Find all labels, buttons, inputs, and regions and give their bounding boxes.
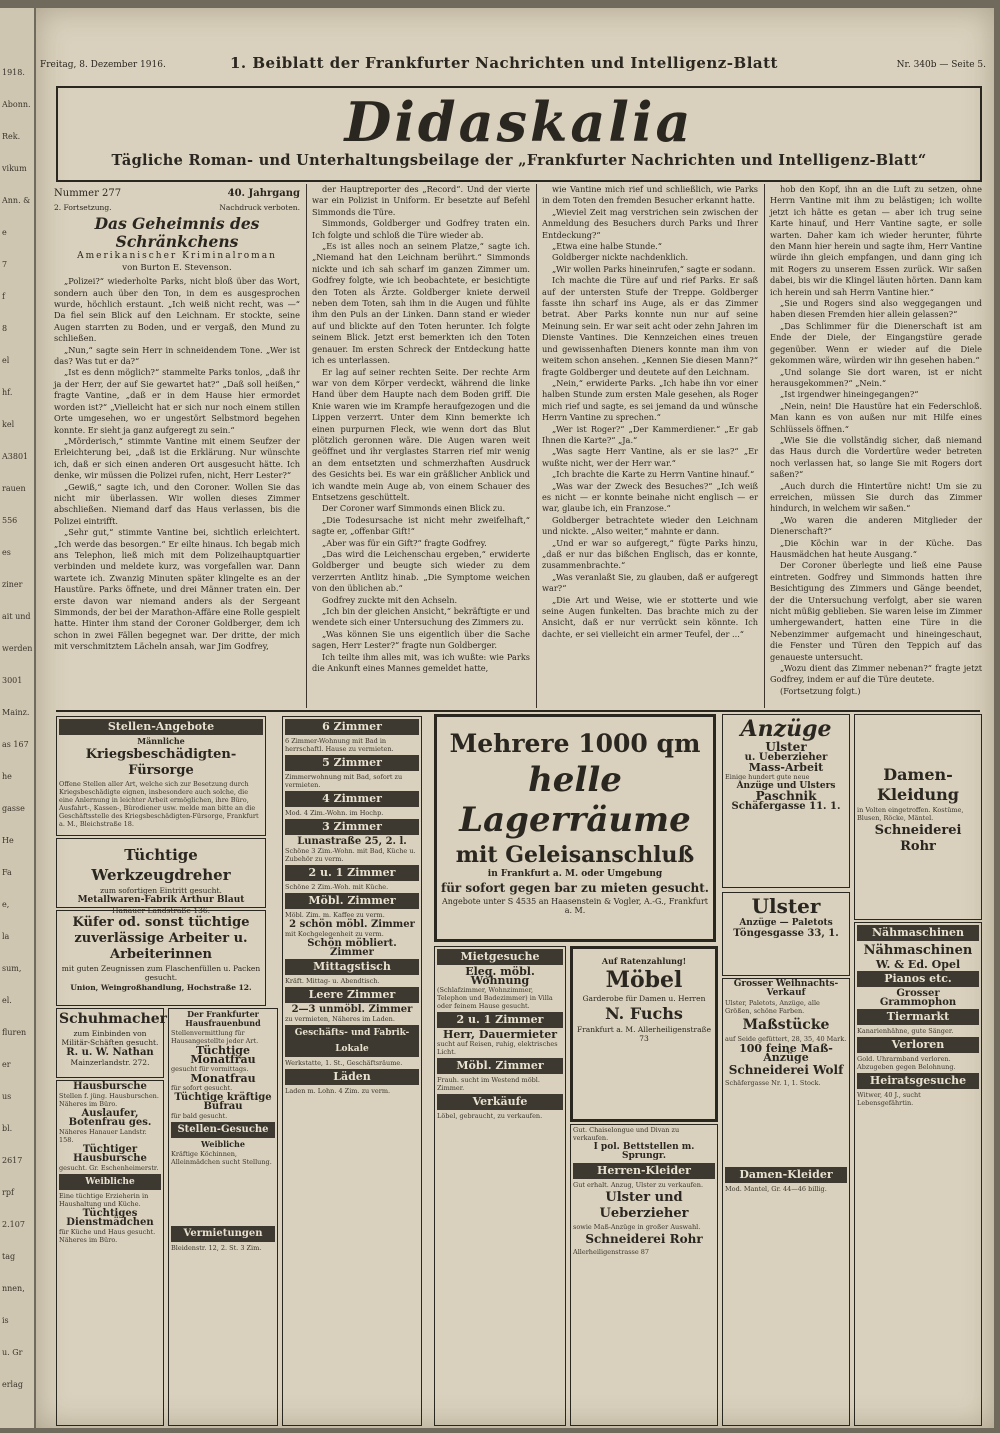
leere-zimmer-header: Leere Zimmer bbox=[285, 987, 419, 1003]
fuchs-name: N. Fuchs bbox=[605, 1004, 683, 1023]
story-paragraph: „Was veranlaßt Sie, zu glauben, daß er aufgeregt war?“ bbox=[542, 571, 758, 594]
strip-fragment: ziner bbox=[2, 580, 23, 589]
weihnachts-title: Grosser Weihnachts-Verkauf bbox=[733, 979, 839, 998]
newspaper-page bbox=[36, 8, 994, 1428]
moebel-ad bbox=[570, 946, 718, 1122]
story-column-2 bbox=[312, 184, 530, 710]
werkzeugdreher-ad bbox=[56, 838, 266, 915]
lager-line2: helle Lagerräume bbox=[459, 760, 691, 840]
schuhmacher-ad bbox=[56, 1008, 168, 1078]
mietgesuche-header: Mietgesuche bbox=[437, 949, 563, 965]
weihnachts-ad: Grosser Weihnachts-Verkauf Ulster, Paletots, Anzüge, alle Größen, schöne Farben. Maßstücke auf Seide gefüttert, 28, 35, 40 Mark. 100 feine Maß-Anzüge Schneiderei Wolf Schäfergasse Nr. 1, 1. Stock. Damen-Kleider Mod. Mantel, Gr. 44—46 billig. bbox=[722, 978, 850, 1426]
strip-fragment: A3801 bbox=[2, 452, 29, 461]
moebl-zimmer-header: Möbl. Zimmer bbox=[285, 893, 419, 909]
strip-fragment: 1918. bbox=[2, 68, 25, 77]
story-paragraph: „Aber was für ein Gift?“ fragte Godfrey. bbox=[322, 537, 487, 548]
story-column-3 bbox=[542, 184, 758, 710]
lager-line5: für sofort gegen bar zu mieten gesucht. bbox=[441, 881, 709, 895]
mittagstisch-header: Mittagstisch bbox=[285, 959, 419, 975]
story-paragraph: Simmonds, Goldberger und Godfrey traten ein. Ich folgte und schloß die Türe wieder ab. bbox=[312, 218, 530, 240]
story-paragraph: Ich machte die Türe auf und rief Parks. Er saß auf der untersten Stufe der Treppe. Goldberger fasste ihn scharf ins Auge, als er das Zimmer betrat. Aber Parks konnte nun nur auf seine Meinung sein. Er war seit acht oder zehn Jahren im Dienste Vantines. Die Kennzeichen eines treuen und gewissenhaften Dieners konnte man ihm von weitem schon ansehen. „Kennen Sie diesen Mann?“ fragte Goldberger und deutete auf den Leichnam. bbox=[542, 275, 758, 377]
story-paragraph: „Es ist alles noch an seinem Platze,“ sagte ich. „Niemand hat den Leichnam berührt.“ Simmonds nickte und ich sah scharf im ganzen Zimmer um. Godfrey folgte, wie ich beobachtete, er besichtigte den Toten als Ärzte. Goldberger kniete derweil neben dem Toten, sah ihm in die Augen und fühlte ihm den Puls an der Linken. Dann stand er wieder auf und blickte auf den Toten herunter. Ich folgte seinem Blick. Jetzt erst bemerkten ich den Toten genauer. Im ersten Schreck der Entdeckung hatte ich es unterlassen. bbox=[312, 241, 530, 366]
schoen-zimmer-title: 2 schön möbl. Zimmer bbox=[289, 919, 415, 930]
strip-fragment: el bbox=[2, 356, 10, 365]
schuhmacher-title: Schuhmacher bbox=[59, 1011, 168, 1027]
eleg-wohnung-title: Eleg. möbl. Wohnung bbox=[465, 965, 535, 987]
strip-fragment: tag bbox=[2, 1252, 16, 1261]
maennliche-label: Männliche bbox=[137, 736, 185, 746]
mass-arbeit: Mass-Arbeit bbox=[748, 761, 824, 774]
strip-fragment: bl. bbox=[2, 1124, 13, 1133]
strip-fragment: 2.107 bbox=[2, 1220, 25, 1229]
strip-fragment: Fa bbox=[2, 868, 12, 877]
monatfrau-title: Tüchtige Monatfrau bbox=[190, 1044, 256, 1066]
strip-fragment: e bbox=[2, 228, 7, 237]
zimmer2-header: 2 u. 1 Zimmer bbox=[285, 865, 419, 881]
story-paragraph: „Und solange Sie dort waren, ist er nicht herausgekommen?“ „Nein.“ bbox=[770, 366, 982, 388]
story-paragraph: Goldberger nickte nachdenklich. bbox=[552, 252, 689, 263]
story-paragraph: Ich teilte ihm alles mit, was ich wußte: wie Parks die Ankunft eines Mannes gemeldet hatte, bbox=[312, 651, 530, 674]
ulster-ueberzieher-title: Ulster und Ueberzieher bbox=[599, 1190, 689, 1221]
strip-fragment: 2617 bbox=[2, 1156, 23, 1165]
previous-page-strip bbox=[0, 8, 34, 1428]
ulster-ad bbox=[722, 892, 850, 976]
story-title: Das Geheimnis des Schränkchens bbox=[94, 214, 260, 252]
strip-fragment: Abonn. bbox=[2, 100, 31, 109]
story-paragraph: „Wie Sie die vollständig sicher, daß niemand das Haus durch die Vordertüre weder betreten noch verlassen hat, so lange Sie mit Rogers dort saßen?“ bbox=[770, 434, 982, 480]
naehmaschinen-header: Nähmaschinen bbox=[857, 925, 979, 941]
zimmer5-header: 5 Zimmer bbox=[285, 755, 419, 771]
herrenkleider-header: Herren-Kleider bbox=[573, 1163, 715, 1179]
bettfedern-title: I pol. Bettstellen m. Sprungr. bbox=[593, 1142, 695, 1161]
lunastrasse-title: Lunastraße 25, 2. l. bbox=[297, 836, 407, 847]
strip-fragment: erlag bbox=[2, 1380, 24, 1389]
story-paragraph: „Ist irgendwer hineingegangen?“ bbox=[780, 389, 919, 400]
strip-fragment: is bbox=[2, 1316, 9, 1325]
kuefer-firm: Union, Weingroßhandlung, Hochstraße 12. bbox=[70, 983, 252, 992]
strip-fragment: he bbox=[2, 772, 12, 781]
story-column-1 bbox=[54, 202, 300, 710]
story-paragraph: „Ich bin der gleichen Ansicht,“ bekräftigte er und wendete sich einer Untersuchung des Zimmers zu. bbox=[312, 606, 530, 628]
story-paragraph: „Wo waren die anderen Mitglieder der Dienerschaft?“ bbox=[770, 514, 982, 537]
lager-line4: in Frankfurt a. M. oder Umgebung bbox=[487, 869, 663, 879]
kuefer-ad bbox=[56, 910, 266, 1006]
issue-year: 40. Jahrgang bbox=[227, 188, 300, 199]
schaefergasse: Schäfergasse 11. 1. bbox=[731, 801, 841, 812]
anzuege-ueberzieher: u. Ueberzieher bbox=[744, 752, 828, 763]
anzuege-ulsters: Anzüge und Ulsters bbox=[736, 781, 836, 791]
stellen-header: Stellen-Angebote bbox=[59, 719, 263, 735]
strip-fragment: rauen bbox=[2, 484, 26, 493]
story-paragraph: „Wer ist Roger?“ „Der Kammerdiener.“ „Er gab Ihnen die Karte?“ „Ja.“ bbox=[542, 423, 758, 445]
story-paragraph: wie Vantine mich rief und schließlich, wie Parks in dem Toten den fremden Besucher erkannt hatte. bbox=[542, 184, 758, 206]
story-paragraph: „Nein, nein! Die Haustüre hat ein Federschloß. Man kann es von außen nur mit Hilfe eines Schlüssels öffnen.“ bbox=[770, 400, 982, 434]
geschaefts-lokale-header: Geschäfts- und Fabrik-Lokale bbox=[285, 1025, 419, 1057]
header-supplement: 1. Beiblatt der Frankfurter Nachrichten und Intelligenz-Blatt bbox=[230, 54, 778, 72]
schuhmacher-firm: R. u. W. Nathan bbox=[66, 1047, 154, 1058]
story-paragraph: Goldberger betrachtete wieder den Leichnam und nickte. „Also weiter,“ mahnte er dann. bbox=[542, 514, 758, 537]
monatfrau2-title: Monatfrau bbox=[190, 1072, 256, 1085]
grammophon-title: Grosser Grammophon bbox=[879, 988, 957, 1008]
strip-fragment: 556 bbox=[2, 516, 18, 525]
story-author: von Burton E. Stevenson. bbox=[122, 262, 232, 273]
hausfrauenbund-ads: Der Frankfurter Hausfrauenbund Stellenvermittlung für Hausangestellte jeder Art. Tüchtige Monatfrau gesucht für vormittags. Monatfrau für sofort gesucht. Tüchtige kräftige Büfrau für bald gesucht. Stellen-Gesuche Weibliche Kräftige Köchinnen, Alleinmädchen sucht Stellung. Vermietungen Bleidenstr. 12, 2. St. 3 Zim. bbox=[168, 1008, 278, 1426]
moebl-zimmer2-header: 2 u. 1 Zimmer bbox=[437, 1012, 563, 1028]
strip-fragment: Mainz. bbox=[2, 708, 30, 717]
anzuege100-title: 100 feine Maß-Anzüge bbox=[739, 1042, 833, 1064]
werkzeugdreher-sub: zum sofortigen Eintritt gesucht. bbox=[100, 886, 222, 895]
strip-fragment: sum, bbox=[2, 964, 22, 973]
schneiderei-wolf-title: Schneiderei Wolf bbox=[728, 1063, 844, 1077]
masthead bbox=[56, 86, 982, 182]
hausbursche-title: Hausbursche bbox=[73, 1081, 147, 1092]
kriegsbeschaedigten-text: Offene Stellen aller Art, welche sich zur Besetzung durch Kriegsbeschädigte eignen, insbesondere auch solche, die eine Anlernung in leichter Arbeit ermöglichen, ihre Büro, Ausfahrt-, Kassen-, Bürodiener usw. melde man bitte an die Geschäftsstelle des Kriegsbeschädigten-Fürsorge, Frankfurt a. M., Bleichstraße 18. bbox=[59, 780, 259, 828]
strip-fragment: Ann. & bbox=[2, 196, 31, 205]
small-job-ads: Hausbursche Stellen f. jüng. Hausburschen. Näheres im Büro. Auslaufer, Botenfrau ges. Näheres Hanauer Landstr. 158. Tüchtiger Hausbursche gesucht. Gr. Eschenheimerstr. Weibliche Eine tüchtige Erzieherin in Haushaltung und Küche. Tüchtiges Dienstmädchen für Küche und Haus gesucht. Näheres im Büro. bbox=[56, 1080, 164, 1426]
werkzeugdreher-title: Tüchtige Werkzeugdreher bbox=[91, 846, 231, 884]
strip-fragment: la bbox=[2, 932, 10, 941]
dienstmaedchen-title: Tüchtiges Dienstmädchen bbox=[66, 1208, 154, 1228]
vermietungen-header: Vermietungen bbox=[171, 1226, 275, 1242]
unmoebl-zimmer-title: 2—3 unmöbl. Zimmer bbox=[291, 1004, 413, 1015]
story-paragraph: „Etwa eine halbe Stunde.“ bbox=[552, 241, 662, 252]
auslaufer-title: Auslaufer, Botenfrau ges. bbox=[68, 1108, 152, 1128]
fuchs-addr: Frankfurt a. M. Allerheiligenstraße 73 bbox=[576, 1025, 712, 1043]
story-paragraph: der Hauptreporter des „Record“. Und der vierte war ein Polizist in Uniform. Er besetzte auf Befehl Simmonds die Türe. bbox=[312, 184, 530, 217]
strip-fragment: rpf bbox=[2, 1188, 14, 1197]
werkzeugdreher-addr: Hanauer Landstraße 136. bbox=[111, 906, 211, 915]
story-notice: Nachdruck verboten. bbox=[219, 203, 300, 212]
header-issue: Nr. 340b — Seite 5. bbox=[896, 60, 986, 70]
anzuege-ulster: Ulster bbox=[765, 740, 807, 754]
damen-kleider-header: Damen-Kleider bbox=[725, 1167, 847, 1183]
strip-fragment: es bbox=[2, 548, 11, 557]
strip-fragment: as 167 bbox=[2, 740, 29, 749]
opel-title: W. & Ed. Opel bbox=[875, 958, 961, 971]
section-divider bbox=[56, 710, 980, 712]
lagerraeume-ad bbox=[434, 714, 716, 942]
story-paragraph: „Sehr gut,“ stimmte Vantine bei, sichtlich erleichtert. „Ich werde das besorgen.“ Er eilte hinaus. Ich begab mich ans Telephon, ließ mich mit dem Polizeihauptquartier verbinden und meldete kurz, was vorgefallen war. Dann wartete ich. Zwanzig Minuten später klingelte es an der Haustüre. Parks öffnete, und drei Männer traten ein. Der erste davon war niemand anders als der Sergeant Simmonds, der bei der Marathon-Affäre eine Rolle gespielt hatte. Hinter ihm stand der Coroner Goldberger, dem ich schon in zwei Fällen begegnet war. Der dritte, der mich mit verschmitztem Lächeln ansah, war Jim Godfrey, bbox=[54, 527, 300, 652]
strip-fragment: vikum bbox=[2, 164, 27, 173]
moebl-zimmer3-header: Möbl. Zimmer bbox=[437, 1058, 563, 1074]
story-paragraph: „Was sagte Herr Vantine, als er sie las?“ „Er wußte nicht, wer der Herr war.“ bbox=[542, 446, 758, 468]
strip-fragment: us bbox=[2, 1092, 12, 1101]
story-paragraph: „Nun,“ sagte sein Herr in schneidendem Tone. „Wer ist das? Was tut er da?“ bbox=[54, 344, 300, 367]
strip-fragment: ait und bbox=[2, 612, 31, 621]
story-paragraph: „Und er war so aufgeregt,“ fügte Parks hinzu, „daß er nur das bißchen Englisch, das er konnte, zusammenbrachte.“ bbox=[542, 537, 758, 571]
story-paragraph: Der Coroner überlegte und ließ eine Pause eintreten. Godfrey und Simmonds hatten ihre Besichtigung des Zimmers und Gänge beendet, der die Untersuchung verfolgt, aber sie waren nicht müßig geblieben. Sie waren leise im Zimmer umhergewandert, hatten eine Türe in die Nebenzimmer aufgemacht und hineingeschaut, die Fenster und Türen den Teppich auf das genaueste untersucht. bbox=[770, 560, 982, 662]
strip-fragment: Rek. bbox=[2, 132, 21, 141]
strip-fragment: werden bbox=[2, 644, 33, 653]
column-divider bbox=[306, 184, 307, 708]
issue-number: Nummer 277 bbox=[54, 188, 122, 199]
story-paragraph: „Wieviel Zeit mag verstrichen sein zwischen der Anmeldung des Besuchers durch Parks und Ihrer Entdeckung?“ bbox=[542, 206, 758, 240]
kleider-ads: Gut. Chaiselongue und Divan zu verkaufen. I pol. Bettstellen m. Sprungr. Herren-Kleider Gut erhalt. Anzug, Ulster zu verkaufen. Ulster und Ueberzieher sowie Maß-Anzüge in großer Auswahl. Schneiderei Rohr Allerheiligenstrasse 87 bbox=[570, 1124, 718, 1426]
story-paragraph: „Was war der Zweck des Besuches?“ „Ich weiß es nicht — er konnte beinahe nicht englisch — er war, glaube ich, ein Franzose.“ bbox=[542, 480, 758, 514]
mietgesuche-ads: Mietgesuche Eleg. möbl. Wohnung (Schlafzimmer, Wohnzimmer, Telephon und Badezimmer) in Villa oder feinem Hause gesucht. 2 u. 1 Zimmer Herr, Dauermieter sucht auf Reisen, ruhig, elektrisches Licht. Möbl. Zimmer Frauh. sucht im Westend möbl. Zimmer. Verkäufe Löbel, gebraucht, zu verkaufen. bbox=[434, 946, 566, 1426]
laeden-header: Läden bbox=[285, 1069, 419, 1085]
stellengesuche-header: Stellen-Gesuche bbox=[171, 1122, 275, 1138]
paschnik: Paschnik bbox=[755, 789, 817, 803]
anzuege-title: Anzüge bbox=[740, 716, 832, 742]
werkzeugdreher-firm: Metallwaren-Fabrik Arthur Blaut bbox=[77, 895, 245, 905]
story-paragraph: „Nein,“ erwiderte Parks. „Ich habe ihn vor einer halben Stunde zum ersten Male gesehen, als Roger mich rief und sagte, es sei jemand da und wünsche Herrn Vantine zu sprechen.“ bbox=[542, 377, 758, 423]
ulster-sub: Anzüge — Paletots bbox=[739, 918, 833, 928]
column-divider bbox=[764, 184, 765, 708]
story-paragraph: „Die Todesursache ist nicht mehr zweifelhaft,“ sagte er, „offenbar Gift!“ bbox=[312, 514, 530, 537]
story-genre: Amerikanischer Kriminalroman bbox=[77, 251, 277, 262]
schneiderei-rohr-addr: Allerheiligenstrasse 87 bbox=[573, 1248, 650, 1256]
hausfrauenbund-title: Der Frankfurter Hausfrauenbund bbox=[185, 1009, 261, 1028]
massstuecke-title: Maßstücke bbox=[742, 1017, 830, 1033]
story-paragraph: „Wozu dient das Zimmer nebenan?“ fragte jetzt Godfrey, indem er auf die Türe deutete. bbox=[770, 663, 982, 685]
misc-ads: Nähmaschinen Nähmaschinen W. & Ed. Opel Pianos etc. Grosser Grammophon Tiermarkt Kanarienhähne, gute Sänger. Verloren Gold. Uhrarmband verloren. Abzugeben gegen Belohnung. Heiratsgesuche Witwer, 40 J., sucht Lebensgefährtin. bbox=[854, 922, 982, 1426]
strip-fragment: u. Gr bbox=[2, 1348, 23, 1357]
story-paragraph: „Die Köchin war in der Küche. Das Hausmädchen hat heute Ausgang.“ bbox=[770, 537, 982, 559]
strip-fragment: e, bbox=[2, 900, 10, 909]
naehmaschinen2-title: Nähmaschinen bbox=[863, 943, 973, 958]
buefrau-title: Tüchtige kräftige Büfrau bbox=[174, 1092, 272, 1112]
strip-fragment: hf. bbox=[2, 388, 13, 397]
header-date: Freitag, 8. Dezember 1916. bbox=[40, 60, 166, 70]
story-paragraph: „Polizei?“ wiederholte Parks, nicht bloß über das Wort, sondern auch über den Ton, in dem es ausgesprochen wurde, höchlich erstaunt. „Ich weiß nicht recht, was —“ Da fiel sein Blick auf den Leichnam. Er stockte, seine Augen starrten zu Boden, und er vergaß, den Mund zu schließen. bbox=[54, 276, 300, 344]
schoen-zimmer2-title: Schön möbliert. Zimmer bbox=[307, 938, 397, 958]
weibliche2-label: Weibliche bbox=[201, 1139, 245, 1149]
verkaeufe-header: Verkäufe bbox=[437, 1094, 563, 1110]
story-paragraph: „Ist es denn möglich?“ stammelte Parks tonlos, „daß ihr ja der Herr, der auf Sie gewartet hat?“ „Daß soll heißen,“ fragte Vantine, „daß er in dem Hause hier ermordet worden ist?“ „Vielleicht hat er sich nur noch einem stillen Orte umgesehen, wo er ungestört Selbstmord begehen konnte. Er sieht ja ganz aufgeregt zu sein.“ bbox=[54, 367, 300, 435]
zimmer-ads: 6 Zimmer 6 Zimmer-Wohnung mit Bad in herrschaftl. Hause zu vermieten. 5 Zimmer Zimmerwohnung mit Bad, sofort zu vermieten. 4 Zimmer Mod. 4 Zim.-Wohn. im Hochp. 3 Zimmer Lunastraße 25, 2. l. Schöne 3 Zim.-Wohn. mit Bad, Küche u. Zubehör zu verm. 2 u. 1 Zimmer Schöne 2 Zim.-Woh. mit Küche. Möbl. Zimmer Möbl. Zim. m. Kaffee zu verm. 2 schön möbl. Zimmer mit Kochgelegenheit zu verm. Schön möbliert. Zimmer Mittagstisch Kräft. Mittag- u. Abendtisch. Leere Zimmer 2—3 unmöbl. Zimmer zu vermieten, Näheres im Laden. Geschäfts- und Fabrik-Lokale Werkstatte, 1. St., Geschäftsräume. Läden Laden m. Lohn. 4 Zim. zu verm. bbox=[282, 716, 422, 1426]
moebel-top: Auf Ratenzahlung! bbox=[601, 956, 687, 966]
strip-fragment: nnen, bbox=[2, 1284, 25, 1293]
zimmer6-header: 6 Zimmer bbox=[285, 719, 419, 735]
story-paragraph: (Fortsetzung folgt.) bbox=[780, 685, 861, 696]
story-paragraph: „Die Art und Weise, wie er stotterte und wie seine Augen funkelten. Das brachte mich zu der Ansicht, daß er nur verrückt sein könnte. Ich dachte, er sei vielleicht ein armer Teufel, der ...“ bbox=[542, 594, 758, 639]
tiermarkt-header: Tiermarkt bbox=[857, 1009, 979, 1025]
story-paragraph: „Auch durch die Hintertüre nicht! Um sie zu erreichen, müssen Sie durch das Zimmer hindurch, in welchem wir saßen.“ bbox=[770, 480, 982, 514]
story-paragraph: Er lag auf seiner rechten Seite. Der rechte Arm war von dem Körper verdeckt, während die linke Hand über dem Haupte nach dem Boden griff. Die Knie waren wie im Krampfe heraufgezogen und die Lippen verzerrt. Unter dem Kinn bemerkte ich einen purpurnen Fleck, wie wenn dort das Blut plötzlich geronnen wäre. Die Augen waren weit geöffnet und ihr verglastes Starren rief mir wenig an dem entsetzten und schmerzhaften Ausdruck des Gesichts bei. Es war ein gräßlicher Anblick und ich wandte mein Auge ab, von einem Schauer des Entsetzens geschüttelt. bbox=[312, 366, 530, 502]
story-paragraph: „Das Schlimmer für die Dienerschaft ist am Ende der Diele, der Eingangstüre gerade gegenüber. Wenn er wieder auf die Diele gekommen wäre, würden wir ihn gesehen haben.“ bbox=[770, 320, 982, 366]
hausbursche2-title: Tüchtiger Hausbursche bbox=[73, 1144, 147, 1164]
verloren-header: Verloren bbox=[857, 1037, 979, 1053]
story-paragraph: „Was können Sie uns eigentlich über die Sache sagen, Herr Lester?“ fragte nun Goldberger. bbox=[312, 628, 530, 651]
strip-fragment: fluren bbox=[2, 1028, 27, 1037]
heiratsgesuche-header: Heiratsgesuche bbox=[857, 1073, 979, 1089]
ulster-title: Ulster bbox=[751, 894, 821, 918]
weibliche-header: Weibliche bbox=[59, 1174, 161, 1190]
story-paragraph: Der Coroner warf Simmonds einen Blick zu. bbox=[322, 503, 506, 514]
kuefer-sub: mit guten Zeugnissen zum Flaschenfüllen u. Packen gesucht. bbox=[61, 964, 261, 982]
lager-text: Angebote unter S 4535 an Haasenstein & Vogler, A.-G., Frankfurt a. M. bbox=[441, 897, 709, 915]
pianos-header: Pianos etc. bbox=[857, 971, 979, 987]
zimmer3-header: 3 Zimmer bbox=[285, 819, 419, 835]
strip-fragment: 3001 bbox=[2, 676, 23, 685]
schuhmacher-sub: zum Einbinden von Militär-Schäften gesucht. bbox=[61, 1029, 159, 1047]
story-paragraph: „Gewiß,“ sagte ich, und den Coroner. Wollen Sie das nicht mir überlassen. Wir wollen dieses Zimmer abschließen. Niemand darf das Haus verlassen, bis die Polizei eintrifft. bbox=[54, 481, 300, 526]
strip-fragment: 8 bbox=[2, 324, 8, 333]
story-paragraph: Godfrey zuckte mit den Achseln. bbox=[322, 594, 458, 605]
stellen-angebote-ad bbox=[56, 716, 266, 836]
strip-fragment: kel bbox=[2, 420, 15, 429]
moebel-title: Möbel bbox=[605, 967, 683, 993]
kriegsbeschaedigten-title: Kriegsbeschädigten-Fürsorge bbox=[85, 747, 237, 778]
herr-dauermieter-title: Herr, Dauermieter bbox=[443, 1028, 557, 1041]
story-paragraph: „Ich brachte die Karte zu Herrn Vantine hinauf.“ bbox=[552, 469, 755, 480]
schneiderei-rohr-title: Schneiderei Rohr bbox=[585, 1232, 703, 1246]
masthead-title: Didaskalia bbox=[344, 90, 694, 154]
story-paragraph: „Sie und Rogers sind also weggegangen und haben diesen Fremden hier allein gelassen?“ bbox=[770, 298, 982, 320]
anzuege-ad: Anzüge Ulster u. Ueberzieher Mass-Arbeit Einige hundert gute neue Anzüge und Ulsters Paschnik Schäfergasse 11. 1. bbox=[722, 714, 850, 888]
toengesgasse: Töngesgasse 33, 1. bbox=[733, 928, 839, 939]
strip-fragment: gasse bbox=[2, 804, 25, 813]
strip-fragment: 7 bbox=[2, 260, 8, 269]
masthead-subtitle: Tägliche Roman- und Unterhaltungsbeilage der „Frankfurter Nachrichten und Intelligenz-Blatt“ bbox=[111, 152, 927, 169]
lager-line1: Mehrere 1000 qm bbox=[449, 729, 701, 758]
story-paragraph: „Mörderisch,“ stimmte Vantine mit einem Seufzer der Erleichterung bei, „daß ist die Erklärung. Nur wünschte ich, daß er sich einen anderen Ort ausgesucht hätte. Ich denke, wir müssen die Polizei rufen, nicht, Herr Lester?“ bbox=[54, 435, 300, 481]
strip-fragment: er bbox=[2, 1060, 11, 1069]
damen-kleidung-title: Damen-Kleidung bbox=[877, 765, 959, 804]
schuhmacher-addr: Mainzerlandstr. 272. bbox=[70, 1058, 150, 1067]
story-paragraph: „Das wird die Leichenschau ergeben,“ erwiderte Goldberger und beugte sich wieder zu dem verzerrten Antlitz hinab. „Die Symptome weichen von den üblichen ab.“ bbox=[312, 549, 530, 594]
story-continuation: 2. Fortsetzung. bbox=[54, 203, 112, 212]
zimmer4-header: 4 Zimmer bbox=[285, 791, 419, 807]
column-divider bbox=[536, 184, 537, 708]
moebel-text: Garderobe für Damen u. Herren bbox=[582, 994, 706, 1003]
strip-fragment: el. bbox=[2, 996, 12, 1005]
strip-fragment: f bbox=[2, 292, 5, 301]
lager-line3: mit Geleisanschluß bbox=[455, 842, 695, 868]
damen-kleidung-ad: Damen-Kleidung in Volten eingetroffen. Kostüme, Blusen, Röcke, Mäntel. Schneiderei Rohr bbox=[854, 714, 982, 920]
strip-fragment: He bbox=[2, 836, 14, 845]
story-paragraph: „Wir wollen Parks hineinrufen,“ sagte er sodann. bbox=[552, 263, 756, 274]
story-paragraph: hob den Kopf, ihn an die Luft zu setzen, ohne Herrn Vantine mit ihm zu belästigen; ich wollte jetzt ich hätte es getan — aber ich trug seine Karte hinauf, und Herr Vantine sagte, er solle warten. Daher kam ich wieder herunter, führte den Mann hier herein und sagte ihm, Herr Vantine würde ihn gleich empfangen, und dann ging ich mit Rogers zu unserem Essen zurück. Wir saßen dabei, bis wir die Klingel läuten hörten. Dann kam ich herein und sah Herrn Vantine hier.“ bbox=[770, 184, 982, 297]
schneiderei-rohr2-title: Schneiderei Rohr bbox=[874, 823, 962, 854]
kuefer-title: Küfer od. sonst tüchtige zuverlässige Arbeiter u. Arbeiterinnen bbox=[72, 915, 250, 962]
story-column-4 bbox=[770, 184, 982, 710]
